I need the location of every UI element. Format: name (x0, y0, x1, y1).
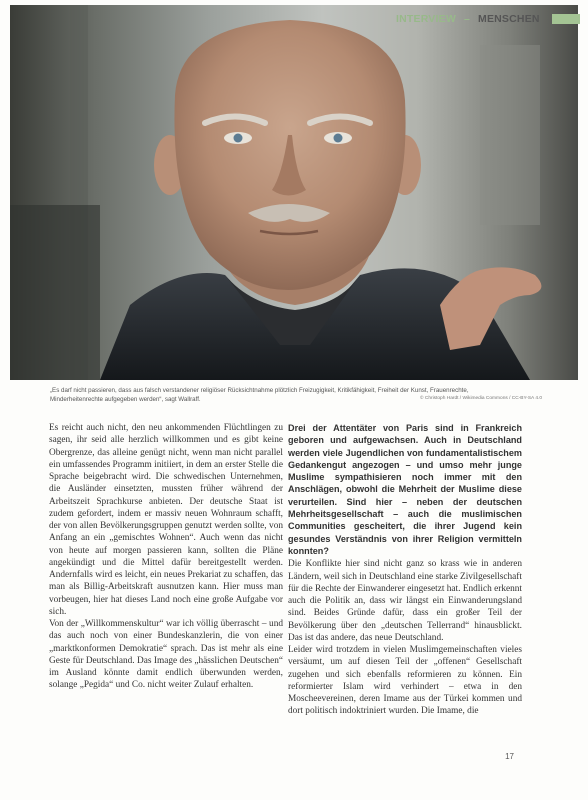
left-column (49, 422, 283, 692)
section-label: INTERVIEW (396, 13, 456, 25)
portrait-illustration (10, 5, 578, 380)
paragraph: Leider wird trotzdem in vielen Muslimgemeinschaften vieles versäumt, um auf diesen Teil der „offenen“ Gesellschaft zugehen und sich ebenfalls reformieren zu können. Ein reformierter Islam wird verhindert – etwa in den Moscheevereinen, deren Imame aus der Türkei kommen und dort politisch indoktriniert wurden. Die Imame, die (288, 645, 522, 717)
subsection-label: MENSCHEN (478, 13, 540, 25)
paragraph: Es reicht auch nicht, den neu ankommenden Flüchtlingen zu sagen, ihr seid alle herzlich willkommen und es gibt keine Obergrenze, das alleine genügt nicht, wenn man nicht parallel ein umfassendes Programm initiiert, in dem an erster Stelle die Sprache beigebracht wird. Die schwedischen Unternehmen, die Ausländer einsetzten, mussten früher während der Arbeitszeit Sprachkurse anbieten. Der deutsche Staat ist zudem gefordert, indem er massiv neuen Wohnraum schafft, der von allen Bevölkerungsgruppen genutzt werden sollte, von Anfang an ein „gemischtes Wohnen“. Auch wenn das nicht von heute auf morgen passieren kann, sollten die Pläne angekündigt und die Mittel dafür bereitgestellt werden. Andernfalls wird es leicht, ein neues Prekariat zu schaffen, das man als Billig-Arbeitskraft ausnutzen kann. Hier muss man vorbeugen, hier hat dieses Land noch eine große Aufgabe vor sich. (49, 423, 283, 617)
header-accent-bar (552, 14, 580, 24)
section-header (396, 11, 580, 27)
photo-caption: „Es darf nicht passieren, dass aus falsch verstandener religiöser Rücksichtnahme plötzlich Freizugigkeit, Kritikfähigkeit, Freiheit der Kunst, Frauenrechte, Minderheitenrechte aufgegeben werden“, sagt Wallraff. (50, 387, 469, 403)
paragraph: Von der „Willkommenskultur“ war ich völlig überrascht – und das auch noch von einer Bundeskanzlerin, die von einer „marktkonformen Demokratie“ sprach. Das ist mehr als eine Geste für Deutschland. Das Image des „hässlichen Deutschen“ im Ausland könnte damit endlich überwunden werden, solange „Pegida“ und Co. nicht weiter Zulauf erhalten. (49, 619, 283, 691)
portrait-photo (10, 5, 578, 380)
right-column (288, 422, 522, 718)
photo-credit: © Christoph Hardt / Wikimedia Commons / CC-BY-SA 4.0 (420, 396, 542, 401)
paragraph: Die Konflikte hier sind nicht ganz so krass wie in anderen Ländern, weil sich in Deutschland eine starke Zivilgesellschaft für die Rechte der Einwanderer eingesetzt hat. Endlich erkennt auch die Politik an, dass wir längst ein Einwanderungsland sind. Beides Gründe dafür, dass ein großer Teil der Bevölkerung über den „deutschen Tellerrand“ hinausblickt. Das ist das andere, das neue Deutschland. (288, 559, 522, 643)
section-dash: – (463, 13, 470, 25)
interview-question: Drei der Attentäter von Paris sind in Frankreich geboren und aufgewachsen. Auch in Deutschland werden viele Jugendlichen von fundamentalistischem Gedankengut angezogen – und umso mehr junge Muslime sympathisieren noch immer mit den Anschlägen, obwohl die Mehrheit der Muslime diese verurteilen. Sind hier – neben der deutschen Mehrheitsgesellschaft – auch die muslimischen Communities gescheitert, die ihrer Jugend kein gesundes Verständnis von ihrer Religion vermitteln konnten? (288, 423, 522, 556)
page-number: 17 (505, 752, 514, 761)
